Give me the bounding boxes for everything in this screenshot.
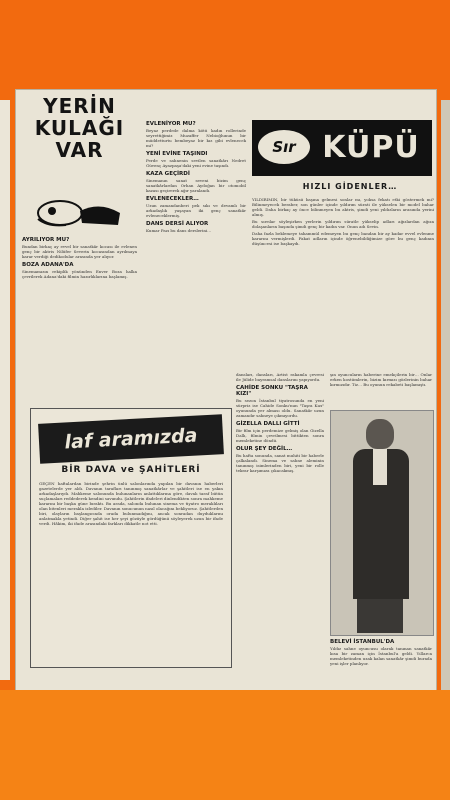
gizella-text: Bir film için perdemize gelmiş olan Gizella Dallı, filmin çevrilmesi bittikten sonra memleketine döndü.: [236, 428, 324, 443]
laf-aramizda-box: [30, 408, 232, 668]
gossip-column-left: [22, 234, 137, 279]
boza-heading: BOZA ADANA'DA: [22, 262, 74, 268]
kupu-title: KÜPÜ: [322, 130, 420, 165]
right-top-text: şın oyuncuların haberine emekçilerin bir… Onlar erken kostümlerin, bizim kırmızı gözlerinin bahar kırmızıdır. Tiz… Bu oyunun rekabeti başlamıştı.: [330, 372, 432, 387]
photo-caption: [330, 636, 432, 666]
sir-paragraph-3: Daha fazla beklemeye tahammül edemeyen bu genç bandan bir ay kadar evvel evlenme kararını vermişlerdi. Fakat adların içinde öğrenebildiğimize göre bu genç kadının düşüncesi ise başkaydı.: [252, 231, 434, 246]
sir-oval-label: Sır: [258, 130, 310, 164]
cahide-sonku-text: Bu sezon İstanbul tiyatrosunda en yeni sürpriz ise Cahide Sonku'nun "Taşra Kızı" oyununda yer alması oldu. Sanatkâr uzun zamandır sahneye çıkmıyordu.: [236, 398, 324, 418]
evleniyor-heading: EVLENİYOR MU?: [146, 121, 196, 127]
listening-figure-illustration: [30, 191, 126, 231]
yerin-title: [22, 95, 137, 161]
man-shirt: [373, 449, 387, 485]
yeni-evine-text: Perde ve sahnenin sevilen sanatkârı Nedret Güvenç Ayazpaşa'daki yeni evine taşındı.: [146, 158, 246, 168]
gizella-heading: GİZELLA DALLI GİTTİ: [236, 421, 300, 427]
olur-sey-text: Bu hafta sonunda, sanat muhiti bir haberle çalkalandı. Sinema ve sahne aleminin tanınmış isimlerinden biri, yeni bir rolle tekrar karşımıza çıkacakmış.: [236, 453, 324, 473]
photo-caption-text: Yıldız sahne oyuncusu olarak tanınan sanatkâr kısa bir zaman için İstanbul'a geldi. Yıllarca memleketinden uzak kalan sanatkâr şimdi burada yeni işler planlıyor.: [330, 646, 432, 666]
kaza-text: Sinemanın sanat seveni bizim genç sanatkârlardan Orhan Aydoğan bir otomobil kazası geçirerek ağır yaralandı.: [146, 178, 246, 193]
man-legs: [357, 599, 403, 633]
mid-intro-text: dansları, dansları, Artist rakamla çevresi ile Jülide bayramsal danslarını yapıyordu.: [236, 372, 324, 382]
evlenecekler-heading: EVLENECEKLER…: [146, 196, 199, 202]
sir-kupu-header: [252, 120, 432, 176]
yerin-title-line3: VAR: [55, 138, 104, 162]
evlenecekler-text: Uzun zamandanberi pek sıkı ve devamlı bir arkadaşlık yaşayan iki genç sanatkâr evleneceklermiş.: [146, 203, 246, 218]
boza-text: Sinemamızın rekiplik yönünden Enver Boza halka çevrilerek Adana'daki filmin hazırlıklarına başlamış.: [22, 269, 137, 279]
sir-kupu-article: [252, 197, 434, 246]
news-column-right-top: [330, 372, 432, 387]
sir-paragraph-2: Bu sırrılar söyleşirken yerlerin yıldırım süratle yükselip adları ağızlardan ağıza dolaşanların başında şimdi genç bir kadın var. Onun adı Sevin.: [252, 219, 434, 229]
dans-text: Kumar Pazı bu dans derslerini…: [146, 228, 212, 233]
photo-caption-title: BELEVİ İSTANBUL'DA: [330, 639, 395, 645]
olur-sey-heading: OLUR ŞEY DEĞİL…: [236, 446, 293, 452]
kaza-heading: KAZA GEÇİRDİ: [146, 171, 190, 177]
news-column-bottom-middle: [236, 372, 324, 473]
gossip-column-middle: [146, 118, 246, 233]
left-page-edge: [0, 100, 10, 680]
ayriliyor-heading: AYRILIYOR MU?: [22, 237, 70, 243]
ayriliyor-text: Bundan birkaç ay evvel bir sanatkâr kocası ile evlenen genç bir aktris Nilüfer Severin kocasından ayrılmaya karar verdiği dedikodular arasında yer alıyor.: [22, 244, 137, 259]
laf-aramizda-title: laf aramızda: [63, 424, 199, 454]
hizli-gidenler-heading: HIZLI GİDENLER…: [302, 182, 398, 191]
dans-heading: DANS DERSİ ALIYOR: [146, 221, 209, 227]
evleniyor-text: Beyaz perdede dalma kötü kadın rollerinde seyrettiğimiz Muzaffer Nebioğlunun bir müddetturtu bembeyaz bir kız gibi evlenecek mi?: [146, 128, 246, 148]
laf-body-text: GEÇEN haftalardan birinde şehrin ünlü salonlarında yapılan bir davanın haberleri gazetelerde yer aldı. Davanın tarafları tanınmış sanatkârlar ve şahitleri ise en yakın arkadaşlarıydı. Mahkeme salonunda bulunanların anlattıklarına göre, davalı taraf bütün suçlamaları reddederek kendini savundu. Şahitlerin ifadeleri dinlendikten sonra mahkeme kararını bir başka güne bıraktı. Bu arada, salonda bulunan sinema ve tiyatro meraklıları olan bitenleri merakla izlediler. Davanın sonucunun nasıl olacağını bekliyoruz. Şahitlerden biri, olayların başlangıcında orada bulunmadığını, ancak sonradan duyduklarını anlatmakla yetindi. Diğer şahit ise her şeyi gözüyle gördüğünü söyleyerek uzun bir ifade verdi. Hâkim, iki ifade arasındaki farkları dikkatle not etti.: [39, 481, 224, 526]
yerin-title-line1: YERİN: [43, 94, 116, 118]
sir-paragraph-1: YILDIRIMIN, bir tüküsü başına gelmesi sonlar mı, yoksa fekatı etki göstermek mi? Bilinmeyecek beraber, son günler içinde yıldırım sürati ile yükselen bir model bahar geldi. Daha birkaç ay önce bilinmeyen bu aktris, şimdi yeni yıldızların arasında yerini almış.: [252, 197, 434, 217]
page-binding: [441, 100, 450, 695]
man-head: [366, 419, 394, 449]
orange-background: [0, 690, 450, 800]
yerin-kulagi-var-header: [22, 95, 137, 230]
yerin-title-line2: KULAĞI: [34, 116, 125, 140]
yeni-evine-heading: YENİ EVİNE TAŞINDI: [146, 151, 208, 157]
man-portrait-photo: [330, 410, 434, 636]
laf-aramizda-body: [39, 481, 223, 526]
cahide-sonku-heading: CAHİDE SONKU "TAŞRA KIZI": [236, 385, 308, 397]
laf-aramizda-banner: [38, 414, 224, 464]
bir-dava-heading: BİR DAVA ve ŞAHİTLERİ: [61, 465, 201, 475]
